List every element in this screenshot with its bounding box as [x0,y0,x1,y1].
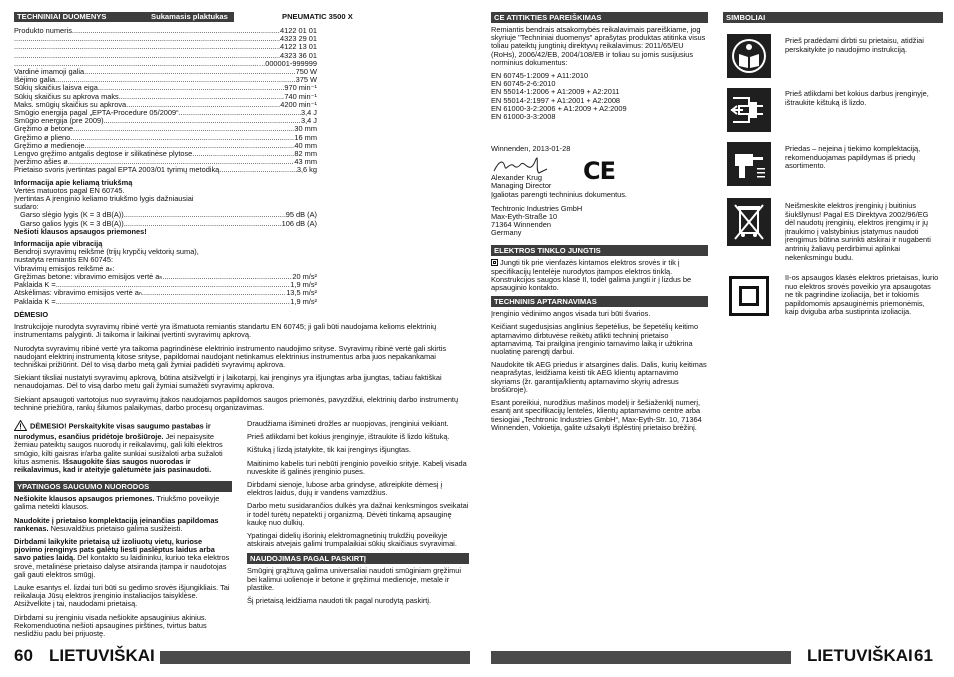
safety-paragraph [14,495,232,511]
maint-paragraph: Naudokite tik AEG priedus ir atsargines dalis. Dalis, kurių keitimas neaprašytas, leidžiama keisti tik AEG klientų aptarnavimo skyriams (žr. garantija/klientų aptarnavimo skyrių adresus brošiūroje). [491,360,707,394]
spec-row [14,142,317,150]
spec-value: 4323 29 01 [280,35,317,44]
spec-row [14,117,317,125]
page-number: 60 [14,646,33,665]
spec-row [14,289,317,297]
spec-value: 95 dB (A) [285,211,317,220]
spec-label: Vardinė imamoji galia [14,68,85,77]
symbol-text: Prieš pradėdami dirbti su prietaisu, atidžiai perskaitykite jo naudojimo instrukciją. [785,36,924,54]
ce-place: Winnenden, 2013-01-28 [491,144,571,154]
spec-label: Garso galios lygis (K = 3 dB(A)) [20,219,124,228]
spec-value: 750 W [295,68,317,77]
safety-paragraph [14,614,232,639]
demesio-paragraph: Instrukcijoje nurodyta svyravimų ribinė vertė yra išmatuota remiantis standartu EN 60745; ji gali būti naudojama kelioms elektrinių instrumentams palyginti. Ji taikoma ir laikinai įvertinti svyravimų apkrovą. [14,322,437,340]
ce-standard: EN 55014-2:1997 + A1:2001 + A2:2008 [491,95,621,105]
ce-address-line: Max-Eyth-Straße 10 [491,211,558,221]
spec-label: Paklaida K = [14,281,56,290]
net-text-body: Jungti tik prie vienfazės kintamos elektros srovės ir tik į specifikacijų lentelėje nurodytos įtampos elektros tinklą. Konstrukcijos saugos klasė II, todėl galima jungti ir į lizdus be apsauginio kontakto. [491,258,692,293]
spec-table [14,27,317,306]
leader-dots [56,281,291,289]
spec-value: 375 W [295,76,317,85]
spec-row [14,134,317,142]
leader-dots [14,35,280,43]
spec-row [14,101,317,109]
ce-standard: EN 60745-2-6:2010 [491,79,556,89]
spec-row [14,43,317,51]
safety-paragraph: Darbo metu susidarančios dulkės yra dažnai kenksmingos sveikatai ir todėl turėtų nepatekti į organizmą. Dėvėti tinkamą apsauginę kaukę nuo dulkių. [247,501,469,527]
spec-value: 3,4 J [300,109,317,118]
spec-value: 16 mm [294,133,317,142]
demesio-paragraph: Siekiant apsaugoti vartotojus nuo svyravimų įtakos naudojamos papildomos saugos priemonės, pavyzdžiui, elektrinių darbo instrumentų techninė priežiūra, rankų šilumos palaikymas, darbo procesų organizavimas. [14,394,459,412]
leader-dots [72,27,280,35]
safety-paragraph: Kištuką į lizdą įstatykite, tik kai įrenginys išjungtas. [247,445,411,455]
spec-value: 1,9 m/s² [290,281,317,290]
ce-column [491,12,708,437]
noise-line: Įvertintas A įrenginio keliamo triukšmo lygis dažniausiai [14,194,194,204]
net-text [491,259,708,292]
maint-header [491,296,708,307]
warning-text: Jei nepaisysite žemiau pateiktų saugos nuorodų ir reikalavimų, gali kilti elektros smūgio, kilti gaisras ir/arba galite sunkiai susižaloti arba sužaloti kitus asmenis. [14,432,223,466]
ce-text: Remiantis bendrais atsakomybės reikalavimais pareiškiame, jog skyriuje "Techniniai duomenys" aprašytas produktas atitinka visus toliau pateiktų jungtinių direktyvų reikalavimus: 2011/65/EU (RoHs), 2006/42/EB, 2004/108/EB ir toliau su jomis susijusius norminius dokumentus: [491,25,706,67]
warning-heading: DĖMESIO! Perskaitykite visas saugumo pastabas ir nurodymus, esančius pridėtoje brošiūroje. [14,421,211,442]
spec-label: Atskėlimas: vibravimo emisijos vertė aₕ [14,289,142,298]
ce-address-line: Techtronic Industries GmbH [491,203,583,213]
ce-standard: EN 55014-1:2006 + A1:2009 + A2:2011 [491,87,620,97]
ce-header-label: CE ATITIKTIES PAREIŠKIMAS [494,13,602,22]
class-ii-small-icon [491,259,498,266]
spec-row [14,158,317,166]
safety-paragraph: Maitinimo kabelis turi nebūti įrenginio poveikio srityje. Kabelį visada nuveskite iš galinės įrenginio pusės. [247,458,467,476]
footer-bar [160,651,470,664]
leader-dots [221,166,297,174]
safety-rest: Triukšmo poveikyje galima netekti klausos. [14,494,220,512]
spec-header-title: TECHNINIAI DUOMENYS [17,12,107,21]
ce-standard: EN 61000-3-2:2006 + A1:2009 + A2:2009 [491,103,627,113]
spec-value: 13,5 m/s² [286,289,317,298]
symbols-column [723,12,943,632]
spec-label: Išėjimo galia [14,76,56,85]
maint-paragraph: Esant poreikiui, nurodžius mašinos modelį ir šešiaženklį numerį, esantį ant specifikacijų lentelės, klientų aptarnavimo centre arba tiesiogiai „Techtronic Industries GmbH“, Max-Eyth-Str. 10, 71364 Winnenden, Vokietija, galite užsakyti išplėstinį prietaiso brėžinį. [491,398,702,432]
spec-label: Sūkių skaičius laisva eiga [14,84,98,93]
symbol-text: II-os apsaugos klasės elektros prietaisas, kurio nuo elektros srovės poveikio yra apsaugotas ne tik pagrindine izoliacija, bet ir tokiomis papildomomis apsauginėmis priemonėmis, kaip dviguba arba sustiprinta izoliacija. [785,273,939,317]
ce-mark-logo: CE [583,157,616,186]
spec-row [14,109,317,117]
noise-line: Vertės matuotos pagal EN 60745. [14,185,125,195]
safety-header [14,481,232,492]
right-page [477,0,954,677]
spec-value: 3,4 J [300,117,317,126]
mid-column [247,420,469,610]
usage-header [247,553,469,564]
safety-rest: Dirbdami su įrenginiu visada nešiokite apsauginius akinius. Rekomenduotina nešioti apsaugines pirštines, tvirtus batus neslidžiu padu bei prijuostę. [14,612,207,639]
spec-row [14,93,317,101]
spec-row [14,27,317,35]
spec-value: 43 mm [294,158,317,167]
spec-label: Paklaida K = [14,297,56,306]
spec-value: 970 min⁻¹ [284,84,317,93]
spec-row [14,76,317,84]
safety-paragraph [14,584,232,609]
read-manual-icon [727,34,771,78]
safety-paragraph: Dirbdami sienoje, lubose arba grindyse, atkreipkite dėmesį į elektros laidus, dujų ir vandens vamzdžius. [247,480,443,498]
spec-label: Prietaiso svoris įvertintas pagal EPTA 2003/01 tyrimų metodiką. [14,166,222,175]
page-title: LIETUVIŠKAI [49,646,155,665]
leader-dots [104,117,301,125]
footer-bar [491,651,791,664]
accessory-icon [727,142,771,186]
safety-rest: Nesuvaldžius prietaiso galima susižeisti. [48,523,183,533]
page-title: LIETUVIŠKAI [807,646,913,665]
spec-row [14,166,317,174]
spec-label: Smūgio energija (pre 2009) [14,117,104,126]
spec-value: 740 min⁻¹ [284,92,317,101]
leader-dots [98,84,285,92]
spec-label: Įveržimo ašies ø [14,158,68,167]
safety-bold: Naudokite į prietaiso komplektaciją įeinančias papildomas rankenas. [14,515,219,533]
warning-keep: Išsaugokite šias saugos nuorodas ir reikalavimus, kad ir ateityje galėtumėte jais pasinaudoti. [14,456,212,475]
safety-paragraph: Prieš atlikdami bet kokius įrenginyje, ištraukite iš lizdo kištuką. [247,432,450,442]
leader-dots [73,125,294,133]
signature-block [491,155,708,191]
spec-row [20,211,317,219]
spec-value: 30 mm [294,125,317,134]
safety-header-label: YPATINGOS SAUGUMO NUORODOS [17,482,150,492]
safety-paragraph [14,517,232,533]
sym-header [723,12,943,23]
class-ii-icon [727,274,771,318]
safety-rest: Lauke esantys el. lizdai turi būti su gedimo srovės išjungikliais. Tai reikalauja Jūsų elektros įrenginio instaliacijos taisyklėse. Atsižvelkite į tai, naudodami prietaisą. [14,583,230,609]
demesio-paragraph: Siekiant tiksliai nustatyti svyravimų apkrovą, būtina atsižvelgti ir į laikotarpį, kai įrenginys yra išjungtas arba įjungtas, tačiau faktiškai nenaudojamas. Dėl to visą darbo metu gali žymiai sumažėti svyravimų apkrova. [14,373,442,391]
noise-title: Informacija apie keliamą triukšmą [14,177,133,187]
net-header [491,245,708,256]
spec-row [14,125,317,133]
leader-dots [192,150,294,158]
spec-label: Gręžimo ø medienoje [14,141,85,150]
demesio-paragraph: Nurodyta svyravimų ribinė vertė yra taikoma pagrindinėse elektrinio instrumento naudojimo srityse. Svyravimų ribinė vertė gali skirtis naudojant elektrinį instrumentą kitose srityse, papildomai naudojant netinkamus elektrinius instrumentus arba juos nepakankamai techniškai prižiūrint. Dėl to visą darbo metą gali žymiai padidėti svyravimų apkrova. [14,343,447,370]
symbol-text: Prieš atlikdami bet kokius darbus įrenginyje, ištraukite kištuką iš lizdo. [785,89,929,107]
leader-dots [126,101,280,109]
leader-dots [68,158,295,166]
net-header-label: ELEKTROS TINKLO JUNGTIS [494,246,601,256]
spec-header-model: PNEUMATIC 3500 X [282,12,353,21]
leader-dots [85,142,295,150]
vib-line: Vibravimų emisijos reikšmė aₕ: [14,263,115,273]
spec-label: Gręžimo ø plieno [14,133,71,142]
ce-role: Managing Director [491,181,552,191]
spec-value: 4323 36 01 [280,51,317,60]
ce-standard: EN 61000-3-3:2008 [491,112,556,122]
safety-paragraph: Ypatingai didelių išorinių elektromagnetinių trukdžių poveikyje atskirais atvejais galimi trumpalaikiai sūkių skaičiaus svyravimai. [247,531,457,549]
spec-label: Garso slėgio lygis (K = 3 dB(A)) [20,211,124,220]
ce-address-line: 71364 Winnenden [491,220,551,230]
spec-label: Lengvo gręžimo antgalis degtose ir silikatinėse plytose [14,150,193,159]
spec-value: 20 m/s² [292,272,317,281]
vib-title: Informacija apie vibraciją [14,239,103,249]
ce-header [491,12,708,23]
leader-dots [14,60,259,68]
demesio-section [14,311,469,417]
safety-bold: Nešiokite klausos apsaugos priemones. [14,494,155,504]
spec-row [14,35,317,43]
spec-row [14,298,317,306]
leader-dots [121,93,285,101]
ce-authorized: Įgaliotas parengti techninius dokumentus. [491,190,627,200]
maint-header-label: TECHNINIS APTARNAVIMAS [494,297,597,307]
leader-dots [124,220,282,228]
spec-value: 40 mm [294,141,317,150]
spec-label: Sūkių skaičius su apkrova maks. [14,92,121,101]
leader-dots [124,211,286,219]
spec-row [14,68,317,76]
usage-header-label: NAUDOJIMAS PAGAL PASKIRTĮ [250,554,367,564]
page-number: 61 [914,646,933,665]
safety-bold: Dirbdami laikykite prietaisą už izoliuotų vietų, kuriose pjovimo įrenginys pats galėtų liesti paslėptus laidus arba savo paties laidą. [14,537,215,563]
leader-dots [84,68,296,76]
maint-paragraph: Keičiant sugedusįsias anglinius šepetėlius, be šepetėlių keitimo aptarnavimo dirbtuvėse reikėtų atlikti techninį prietaiso aptarnavimą. Tai prailgina įrenginio tarnavimo laiką ir užtikrina nuolatinę parengtį darbui. [491,322,699,357]
noise-line: sudaro: [14,202,39,212]
sym-header-label: SIMBOLIAI [726,13,766,22]
leader-dots [14,43,280,51]
spec-label: Maks. smūgių skaičius su apkrova [14,100,127,109]
vib-line: nustatyta remiantis EN 60745: [14,255,114,265]
spec-label: Produkto numeris [14,27,72,35]
spec-header [14,12,469,22]
spec-value: 82 mm [294,150,317,159]
spec-value: 106 dB (A) [281,219,317,228]
vib-line: Bendroji svyravimų reikšmė (trijų krypčių vektorių suma), [14,247,199,257]
spec-label: Gręžimo ø betone [14,125,74,134]
unplug-icon [727,88,771,132]
spec-value: 1,9 m/s² [290,297,317,306]
spec-label: Smūgio energija pagal „EPTA-Procedure 05/2009“ [14,109,179,118]
safety-paragraph: Draudžiama išimineti drožles ar nuopjovas, įrenginiui veikiant. [247,419,449,428]
safety-column [14,420,232,643]
leader-dots [142,289,286,297]
ce-standard: EN 60745-1:2009 + A11:2010 [491,71,589,81]
spec-value: 3,6 kg [296,166,317,175]
leader-dots [55,76,296,84]
spec-row [14,60,317,68]
leader-dots [179,109,301,117]
usage-paragraph: Smūginį grąžtuvą galima universaliai naudoti smūginiam gręžimui bei kalimui uolienoje ir betone ir gręžimui medienoje, metale ir plastike. [247,566,462,592]
spec-value: ...000001-999999 [259,59,317,68]
spec-row [14,150,317,158]
ce-address-line: Germany [491,228,522,238]
spec-row [14,84,317,92]
leader-dots [162,273,292,281]
noise-warning: Nešioti klausos apsaugos priemones! [14,226,147,236]
leader-dots [70,134,294,142]
warning-block [14,420,232,474]
safety-rest: Del kontakto su laidininku, kuriuo teka elektros srovė, metalinėse prietaiso dalyse atsiranda įtampa ir naudotojas gali gauti elektros smūgį. [14,553,230,579]
leader-dots [14,52,280,60]
spec-row [14,52,317,60]
safety-paragraph [14,538,232,579]
symbol-text: Neišmeskite elektros įrenginių į buitinius šiukšlynus! Pagal ES Direktyva 2002/96/EG dėl naudotų įrenginių, elektros įrengimų ir jų įtraukimo į valstybinius įstatymus naudoti įrengimus būtina surinkti atskirai ir nugabenti antrinių žaliavų perdirbimui aplinkai nekenksmingu budu. [785,201,931,262]
usage-paragraph: Šį prietaisą leidžiama naudoti tik pagal nurodytą paskirtį. [247,596,432,606]
spec-row [14,273,317,281]
spec-value: 4122 13 01 [280,43,317,52]
spec-header-product: Sukamasis plaktukas [151,12,228,21]
spec-label: Gręžimas betone: vibravimo emisijos vertė aₕ [14,272,163,281]
demesio-title: DĖMESIO [14,310,49,319]
spec-row [14,281,317,289]
leader-dots [56,298,291,306]
weee-bin-icon [727,198,771,246]
maint-paragraph: Įrenginio vėdinimo angos visada turi būti švarios. [491,309,651,319]
ce-name: Alexander Krug [491,173,542,183]
spec-value: 4200 min⁻¹ [280,100,317,109]
symbol-text: Priedas – neįeina į tiekimo komplektaciją, rekomenduojamas papildymas iš priedų asortimento. [785,144,921,171]
spec-value: 4122 01 01 [280,27,317,35]
